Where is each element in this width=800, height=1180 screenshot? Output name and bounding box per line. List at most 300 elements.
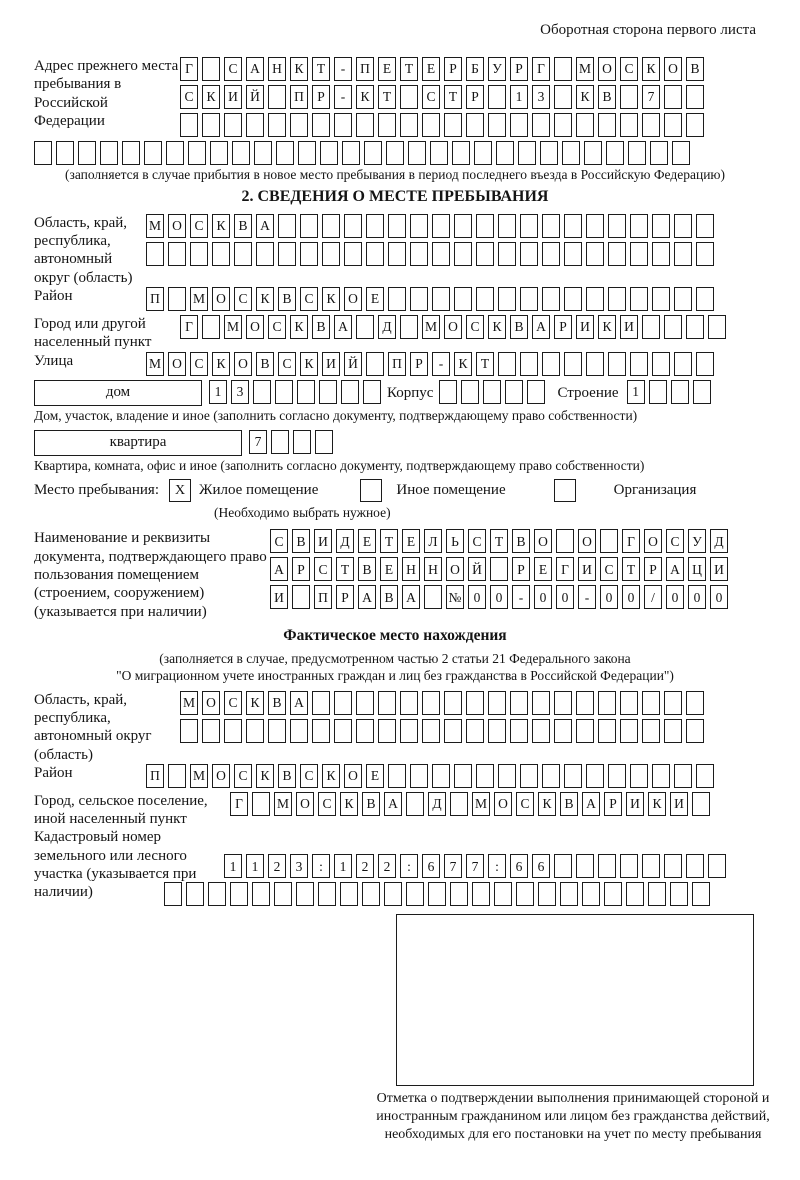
char-cell[interactable] xyxy=(454,242,472,266)
char-cell[interactable] xyxy=(582,882,600,906)
char-cell[interactable] xyxy=(560,882,578,906)
char-cell[interactable]: О xyxy=(578,529,596,553)
char-cell[interactable] xyxy=(298,141,316,165)
char-cell[interactable]: Т xyxy=(444,85,462,109)
char-cell[interactable] xyxy=(510,719,528,743)
char-cell[interactable] xyxy=(686,85,704,109)
char-cell[interactable] xyxy=(474,141,492,165)
char-cell[interactable] xyxy=(620,854,638,878)
char-cell[interactable] xyxy=(564,764,582,788)
char-cell[interactable]: К xyxy=(246,691,264,715)
char-cell[interactable] xyxy=(410,764,428,788)
char-cell[interactable] xyxy=(290,719,308,743)
char-cell[interactable]: С xyxy=(422,85,440,109)
char-cell[interactable] xyxy=(520,352,538,376)
char-cell[interactable]: О xyxy=(534,529,552,553)
char-cell[interactable] xyxy=(334,719,352,743)
char-cell[interactable] xyxy=(234,242,252,266)
char-cell[interactable] xyxy=(212,242,230,266)
char-cell[interactable]: К xyxy=(290,315,308,339)
char-cell[interactable] xyxy=(356,315,374,339)
char-cell[interactable] xyxy=(444,691,462,715)
char-cell[interactable] xyxy=(664,691,682,715)
char-cell[interactable] xyxy=(400,719,418,743)
char-cell[interactable] xyxy=(450,792,468,816)
char-cell[interactable]: 0 xyxy=(600,585,618,609)
char-cell[interactable] xyxy=(608,352,626,376)
char-cell[interactable] xyxy=(630,287,648,311)
char-cell[interactable] xyxy=(586,214,604,238)
char-cell[interactable]: В xyxy=(256,352,274,376)
char-cell[interactable] xyxy=(432,242,450,266)
char-cell[interactable]: В xyxy=(512,529,530,553)
char-cell[interactable] xyxy=(498,352,516,376)
char-cell[interactable] xyxy=(271,430,289,454)
char-cell[interactable] xyxy=(444,113,462,137)
char-cell[interactable]: Р xyxy=(312,85,330,109)
char-cell[interactable] xyxy=(518,141,536,165)
char-cell[interactable]: Н xyxy=(268,57,286,81)
char-cell[interactable] xyxy=(652,214,670,238)
char-cell[interactable]: Г xyxy=(532,57,550,81)
char-cell[interactable] xyxy=(692,792,710,816)
char-cell[interactable] xyxy=(498,287,516,311)
char-cell[interactable]: С xyxy=(666,529,684,553)
char-cell[interactable] xyxy=(693,380,711,404)
char-cell[interactable]: И xyxy=(626,792,644,816)
char-cell[interactable] xyxy=(356,113,374,137)
char-cell[interactable]: О xyxy=(296,792,314,816)
char-cell[interactable]: Г xyxy=(180,315,198,339)
char-cell[interactable]: М xyxy=(224,315,242,339)
char-cell[interactable]: С xyxy=(300,764,318,788)
char-cell[interactable]: 0 xyxy=(666,585,684,609)
char-cell[interactable] xyxy=(554,854,572,878)
char-cell[interactable] xyxy=(642,719,660,743)
char-cell[interactable] xyxy=(510,113,528,137)
char-cell[interactable] xyxy=(384,882,402,906)
char-cell[interactable]: 7 xyxy=(249,430,267,454)
char-cell[interactable] xyxy=(168,287,186,311)
char-cell[interactable] xyxy=(483,380,501,404)
char-cell[interactable] xyxy=(686,113,704,137)
char-cell[interactable] xyxy=(297,380,315,404)
char-cell[interactable] xyxy=(253,380,271,404)
char-cell[interactable]: Е xyxy=(358,529,376,553)
char-cell[interactable] xyxy=(476,242,494,266)
char-cell[interactable]: К xyxy=(322,764,340,788)
char-cell[interactable]: 0 xyxy=(534,585,552,609)
char-cell[interactable]: А xyxy=(334,315,352,339)
char-cell[interactable] xyxy=(378,719,396,743)
char-cell[interactable]: О xyxy=(202,691,220,715)
char-cell[interactable] xyxy=(542,242,560,266)
char-cell[interactable] xyxy=(598,719,616,743)
char-cell[interactable] xyxy=(586,764,604,788)
char-cell[interactable] xyxy=(608,242,626,266)
char-cell[interactable]: В xyxy=(380,585,398,609)
char-cell[interactable] xyxy=(696,242,714,266)
char-cell[interactable]: О xyxy=(246,315,264,339)
char-cell[interactable] xyxy=(494,882,512,906)
char-cell[interactable] xyxy=(604,882,622,906)
char-cell[interactable] xyxy=(674,242,692,266)
char-cell[interactable] xyxy=(246,719,264,743)
char-cell[interactable] xyxy=(300,242,318,266)
char-cell[interactable] xyxy=(78,141,96,165)
char-cell[interactable]: Е xyxy=(402,529,420,553)
char-cell[interactable] xyxy=(430,141,448,165)
char-cell[interactable]: Т xyxy=(400,57,418,81)
char-cell[interactable] xyxy=(400,315,418,339)
char-cell[interactable]: М xyxy=(274,792,292,816)
char-cell[interactable] xyxy=(630,214,648,238)
char-cell[interactable]: - xyxy=(334,57,352,81)
char-cell[interactable] xyxy=(388,764,406,788)
char-cell[interactable]: - xyxy=(334,85,352,109)
char-cell[interactable] xyxy=(642,113,660,137)
char-cell[interactable] xyxy=(363,380,381,404)
char-cell[interactable]: В xyxy=(510,315,528,339)
char-cell[interactable]: П xyxy=(146,287,164,311)
char-cell[interactable] xyxy=(642,315,660,339)
char-cell[interactable] xyxy=(342,141,360,165)
char-cell[interactable]: К xyxy=(642,57,660,81)
char-cell[interactable] xyxy=(576,691,594,715)
char-cell[interactable]: С xyxy=(314,557,332,581)
char-cell[interactable]: М xyxy=(472,792,490,816)
char-cell[interactable] xyxy=(432,764,450,788)
char-cell[interactable]: Т xyxy=(312,57,330,81)
char-cell[interactable]: - xyxy=(432,352,450,376)
char-cell[interactable] xyxy=(334,113,352,137)
char-cell[interactable]: С xyxy=(300,287,318,311)
char-cell[interactable] xyxy=(476,214,494,238)
char-cell[interactable] xyxy=(166,141,184,165)
char-cell[interactable] xyxy=(686,854,704,878)
char-cell[interactable]: 7 xyxy=(466,854,484,878)
char-cell[interactable] xyxy=(186,882,204,906)
house-box[interactable]: дом xyxy=(34,380,202,406)
char-cell[interactable] xyxy=(210,141,228,165)
char-cell[interactable] xyxy=(505,380,523,404)
char-cell[interactable] xyxy=(452,141,470,165)
char-cell[interactable]: В xyxy=(234,214,252,238)
char-cell[interactable] xyxy=(341,380,359,404)
char-cell[interactable] xyxy=(686,719,704,743)
char-cell[interactable] xyxy=(406,882,424,906)
char-cell[interactable] xyxy=(598,691,616,715)
char-cell[interactable] xyxy=(542,214,560,238)
char-cell[interactable]: : xyxy=(400,854,418,878)
char-cell[interactable] xyxy=(674,352,692,376)
char-cell[interactable]: Р xyxy=(336,585,354,609)
char-cell[interactable]: Р xyxy=(512,557,530,581)
char-cell[interactable]: 3 xyxy=(290,854,308,878)
char-cell[interactable] xyxy=(520,242,538,266)
char-cell[interactable] xyxy=(586,287,604,311)
char-cell[interactable] xyxy=(532,719,550,743)
char-cell[interactable] xyxy=(268,85,286,109)
char-cell[interactable] xyxy=(450,882,468,906)
char-cell[interactable]: В xyxy=(358,557,376,581)
char-cell[interactable]: М xyxy=(146,214,164,238)
char-cell[interactable] xyxy=(498,242,516,266)
char-cell[interactable]: К xyxy=(648,792,666,816)
char-cell[interactable]: Й xyxy=(468,557,486,581)
char-cell[interactable] xyxy=(498,214,516,238)
char-cell[interactable]: К xyxy=(300,352,318,376)
char-cell[interactable] xyxy=(296,882,314,906)
char-cell[interactable] xyxy=(408,141,426,165)
char-cell[interactable]: П xyxy=(314,585,332,609)
char-cell[interactable]: О xyxy=(598,57,616,81)
char-cell[interactable] xyxy=(364,141,382,165)
char-cell[interactable]: Н xyxy=(402,557,420,581)
char-cell[interactable] xyxy=(620,691,638,715)
char-cell[interactable]: 1 xyxy=(334,854,352,878)
char-cell[interactable]: К xyxy=(322,287,340,311)
char-cell[interactable] xyxy=(122,141,140,165)
char-cell[interactable]: 0 xyxy=(490,585,508,609)
char-cell[interactable] xyxy=(554,85,572,109)
char-cell[interactable] xyxy=(461,380,479,404)
char-cell[interactable] xyxy=(100,141,118,165)
char-cell[interactable] xyxy=(180,719,198,743)
char-cell[interactable]: 1 xyxy=(246,854,264,878)
char-cell[interactable] xyxy=(424,585,442,609)
char-cell[interactable]: 3 xyxy=(532,85,550,109)
char-cell[interactable] xyxy=(606,141,624,165)
char-cell[interactable] xyxy=(246,113,264,137)
char-cell[interactable]: Т xyxy=(336,557,354,581)
char-cell[interactable]: М xyxy=(422,315,440,339)
char-cell[interactable] xyxy=(576,719,594,743)
char-cell[interactable] xyxy=(290,113,308,137)
char-cell[interactable]: К xyxy=(256,287,274,311)
char-cell[interactable] xyxy=(432,214,450,238)
char-cell[interactable]: 1 xyxy=(510,85,528,109)
checkbox-residential[interactable]: X xyxy=(169,479,191,502)
char-cell[interactable] xyxy=(439,380,457,404)
char-cell[interactable]: С xyxy=(468,529,486,553)
char-cell[interactable] xyxy=(532,691,550,715)
char-cell[interactable] xyxy=(432,287,450,311)
char-cell[interactable] xyxy=(542,287,560,311)
char-cell[interactable]: О xyxy=(168,214,186,238)
char-cell[interactable] xyxy=(300,214,318,238)
char-cell[interactable]: П xyxy=(146,764,164,788)
char-cell[interactable] xyxy=(564,287,582,311)
char-cell[interactable]: Г xyxy=(230,792,248,816)
char-cell[interactable]: Д xyxy=(710,529,728,553)
char-cell[interactable] xyxy=(322,242,340,266)
char-cell[interactable]: Р xyxy=(466,85,484,109)
char-cell[interactable]: П xyxy=(388,352,406,376)
char-cell[interactable]: Е xyxy=(422,57,440,81)
char-cell[interactable]: О xyxy=(664,57,682,81)
char-cell[interactable]: С xyxy=(318,792,336,816)
char-cell[interactable]: 1 xyxy=(627,380,645,404)
char-cell[interactable] xyxy=(410,287,428,311)
char-cell[interactable] xyxy=(608,214,626,238)
char-cell[interactable] xyxy=(34,141,52,165)
char-cell[interactable] xyxy=(648,882,666,906)
char-cell[interactable]: 1 xyxy=(224,854,242,878)
char-cell[interactable] xyxy=(498,764,516,788)
char-cell[interactable]: И xyxy=(670,792,688,816)
char-cell[interactable]: С xyxy=(278,352,296,376)
char-cell[interactable]: М xyxy=(190,287,208,311)
char-cell[interactable]: Т xyxy=(490,529,508,553)
char-cell[interactable] xyxy=(164,882,182,906)
char-cell[interactable]: В xyxy=(278,764,296,788)
char-cell[interactable] xyxy=(168,242,186,266)
char-cell[interactable] xyxy=(538,882,556,906)
char-cell[interactable] xyxy=(620,719,638,743)
char-cell[interactable] xyxy=(278,214,296,238)
char-cell[interactable] xyxy=(598,854,616,878)
char-cell[interactable] xyxy=(554,113,572,137)
char-cell[interactable] xyxy=(454,287,472,311)
char-cell[interactable] xyxy=(576,854,594,878)
char-cell[interactable]: И xyxy=(710,557,728,581)
char-cell[interactable] xyxy=(388,214,406,238)
char-cell[interactable]: Р xyxy=(510,57,528,81)
char-cell[interactable] xyxy=(630,352,648,376)
char-cell[interactable] xyxy=(224,113,242,137)
char-cell[interactable] xyxy=(422,113,440,137)
char-cell[interactable] xyxy=(202,315,220,339)
char-cell[interactable] xyxy=(322,214,340,238)
char-cell[interactable] xyxy=(664,315,682,339)
char-cell[interactable] xyxy=(520,287,538,311)
char-cell[interactable] xyxy=(664,85,682,109)
char-cell[interactable] xyxy=(562,141,580,165)
char-cell[interactable]: Д xyxy=(378,315,396,339)
char-cell[interactable]: А xyxy=(532,315,550,339)
char-cell[interactable] xyxy=(319,380,337,404)
char-cell[interactable] xyxy=(608,287,626,311)
char-cell[interactable]: С xyxy=(600,557,618,581)
char-cell[interactable]: С xyxy=(234,764,252,788)
char-cell[interactable]: 1 xyxy=(209,380,227,404)
char-cell[interactable] xyxy=(202,719,220,743)
char-cell[interactable]: К xyxy=(212,214,230,238)
char-cell[interactable] xyxy=(598,113,616,137)
char-cell[interactable]: С xyxy=(516,792,534,816)
char-cell[interactable] xyxy=(554,691,572,715)
char-cell[interactable]: О xyxy=(444,315,462,339)
char-cell[interactable] xyxy=(664,854,682,878)
char-cell[interactable] xyxy=(564,352,582,376)
char-cell[interactable]: С xyxy=(190,352,208,376)
char-cell[interactable] xyxy=(312,113,330,137)
char-cell[interactable] xyxy=(649,380,667,404)
char-cell[interactable]: Д xyxy=(336,529,354,553)
char-cell[interactable]: К xyxy=(290,57,308,81)
char-cell[interactable] xyxy=(422,719,440,743)
char-cell[interactable]: К xyxy=(340,792,358,816)
char-cell[interactable] xyxy=(520,764,538,788)
char-cell[interactable] xyxy=(671,380,689,404)
char-cell[interactable]: Р xyxy=(644,557,662,581)
char-cell[interactable] xyxy=(586,242,604,266)
char-cell[interactable] xyxy=(650,141,668,165)
char-cell[interactable]: 2 xyxy=(268,854,286,878)
char-cell[interactable]: 6 xyxy=(422,854,440,878)
char-cell[interactable]: И xyxy=(578,557,596,581)
char-cell[interactable]: 0 xyxy=(688,585,706,609)
char-cell[interactable]: С xyxy=(180,85,198,109)
char-cell[interactable] xyxy=(340,882,358,906)
char-cell[interactable]: М xyxy=(146,352,164,376)
char-cell[interactable]: П xyxy=(356,57,374,81)
char-cell[interactable]: А xyxy=(246,57,264,81)
char-cell[interactable] xyxy=(366,242,384,266)
char-cell[interactable] xyxy=(664,719,682,743)
char-cell[interactable] xyxy=(466,691,484,715)
char-cell[interactable] xyxy=(344,214,362,238)
char-cell[interactable] xyxy=(532,113,550,137)
char-cell[interactable] xyxy=(516,882,534,906)
char-cell[interactable] xyxy=(454,764,472,788)
char-cell[interactable] xyxy=(692,882,710,906)
confirmation-stamp-box[interactable] xyxy=(396,914,754,1086)
char-cell[interactable] xyxy=(274,882,292,906)
checkbox-organization[interactable] xyxy=(554,479,576,502)
char-cell[interactable] xyxy=(664,113,682,137)
char-cell[interactable]: У xyxy=(688,529,706,553)
char-cell[interactable] xyxy=(672,141,690,165)
char-cell[interactable]: 7 xyxy=(642,85,660,109)
char-cell[interactable]: 0 xyxy=(710,585,728,609)
char-cell[interactable]: У xyxy=(488,57,506,81)
char-cell[interactable] xyxy=(626,882,644,906)
char-cell[interactable]: И xyxy=(270,585,288,609)
char-cell[interactable] xyxy=(554,57,572,81)
char-cell[interactable]: 0 xyxy=(622,585,640,609)
char-cell[interactable] xyxy=(268,719,286,743)
char-cell[interactable]: С xyxy=(224,691,242,715)
char-cell[interactable] xyxy=(542,764,560,788)
char-cell[interactable] xyxy=(674,764,692,788)
char-cell[interactable]: Ь xyxy=(446,529,464,553)
char-cell[interactable]: А xyxy=(270,557,288,581)
char-cell[interactable]: : xyxy=(488,854,506,878)
char-cell[interactable] xyxy=(608,764,626,788)
char-cell[interactable]: М xyxy=(576,57,594,81)
char-cell[interactable] xyxy=(334,691,352,715)
char-cell[interactable] xyxy=(708,315,726,339)
char-cell[interactable] xyxy=(620,113,638,137)
char-cell[interactable] xyxy=(488,113,506,137)
char-cell[interactable]: С xyxy=(224,57,242,81)
char-cell[interactable] xyxy=(652,764,670,788)
char-cell[interactable] xyxy=(476,764,494,788)
char-cell[interactable] xyxy=(388,287,406,311)
char-cell[interactable] xyxy=(388,242,406,266)
char-cell[interactable] xyxy=(256,242,274,266)
char-cell[interactable] xyxy=(254,141,272,165)
char-cell[interactable]: С xyxy=(268,315,286,339)
char-cell[interactable]: И xyxy=(620,315,638,339)
char-cell[interactable]: 0 xyxy=(468,585,486,609)
char-cell[interactable] xyxy=(406,792,424,816)
char-cell[interactable]: 6 xyxy=(510,854,528,878)
char-cell[interactable]: Й xyxy=(344,352,362,376)
char-cell[interactable]: Г xyxy=(556,557,574,581)
